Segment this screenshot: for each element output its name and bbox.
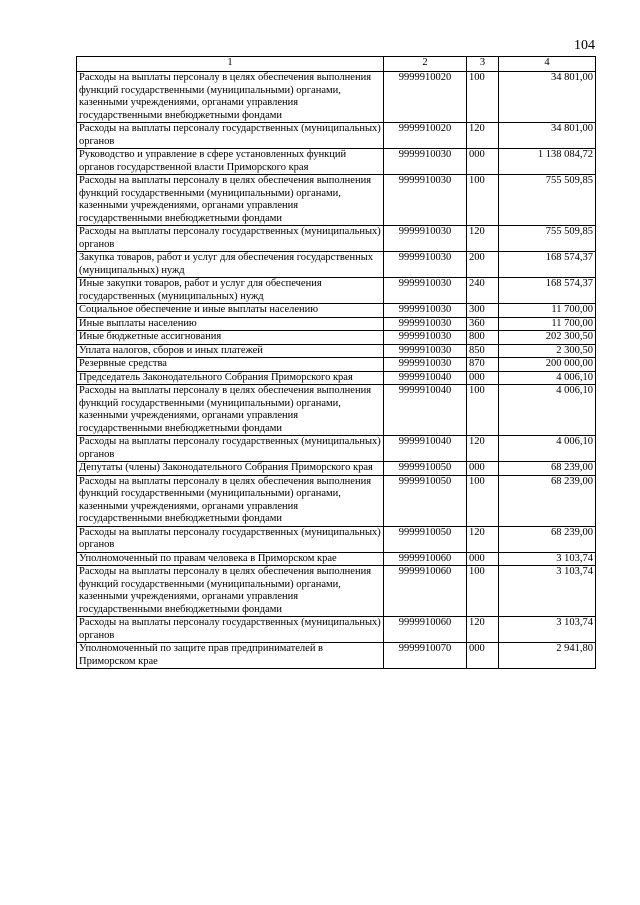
row-name-cell: Расходы на выплаты персоналу в целях обеспечения выполнения функций государственными (муниципальными) органами, казенными учреждениями, органами управления государственными внебюджетными фондами — [77, 72, 384, 123]
row-code-cell: 9999910050 — [384, 475, 467, 526]
row-amount-cell: 11 700,00 — [499, 317, 596, 331]
table-row — [77, 552, 596, 566]
table-row — [77, 643, 596, 669]
table-row — [77, 526, 596, 552]
row-name-cell: Иные бюджетные ассигнования — [77, 331, 384, 345]
column-header-1: 1 — [77, 57, 384, 72]
row-name-cell: Председатель Законодательного Собрания Приморского края — [77, 371, 384, 385]
row-name-cell: Расходы на выплаты персоналу государственных (муниципальных) органов — [77, 123, 384, 149]
row-type-cell: 100 — [467, 385, 499, 436]
row-name-cell: Иные закупки товаров, работ и услуг для обеспечения государственных (муниципальных) нужд — [77, 278, 384, 304]
row-name-cell: Руководство и управление в сфере установленных функций органов государственной власти Приморского края — [77, 149, 384, 175]
table-body — [77, 72, 596, 669]
table-row — [77, 278, 596, 304]
row-type-cell: 100 — [467, 175, 499, 226]
table-row — [77, 175, 596, 226]
table-row — [77, 371, 596, 385]
row-amount-cell: 68 239,00 — [499, 462, 596, 476]
budget-table — [76, 56, 596, 669]
row-code-cell: 9999910030 — [384, 317, 467, 331]
row-code-cell: 9999910040 — [384, 371, 467, 385]
row-name-cell: Резервные средства — [77, 358, 384, 372]
row-type-cell: 100 — [467, 566, 499, 617]
table-row — [77, 252, 596, 278]
column-header-2: 2 — [384, 57, 467, 72]
row-type-cell: 360 — [467, 317, 499, 331]
page-number: 104 — [574, 38, 595, 53]
row-code-cell: 9999910050 — [384, 526, 467, 552]
row-type-cell: 300 — [467, 304, 499, 318]
row-name-cell: Расходы на выплаты персоналу государственных (муниципальных) органов — [77, 526, 384, 552]
row-amount-cell: 68 239,00 — [499, 526, 596, 552]
table-row — [77, 149, 596, 175]
row-amount-cell: 4 006,10 — [499, 436, 596, 462]
table-row — [77, 317, 596, 331]
row-amount-cell: 168 574,37 — [499, 252, 596, 278]
row-amount-cell: 34 801,00 — [499, 123, 596, 149]
row-name-cell: Уполномоченный по правам человека в Приморском крае — [77, 552, 384, 566]
row-name-cell: Закупка товаров, работ и услуг для обеспечения государственных (муниципальных) нужд — [77, 252, 384, 278]
row-code-cell: 9999910030 — [384, 344, 467, 358]
row-code-cell: 9999910060 — [384, 617, 467, 643]
row-amount-cell: 1 138 084,72 — [499, 149, 596, 175]
row-type-cell: 000 — [467, 371, 499, 385]
row-type-cell: 240 — [467, 278, 499, 304]
row-type-cell: 120 — [467, 526, 499, 552]
row-type-cell: 120 — [467, 123, 499, 149]
table-header-row — [77, 57, 596, 72]
table-row — [77, 385, 596, 436]
row-amount-cell: 202 300,50 — [499, 331, 596, 345]
row-code-cell: 9999910030 — [384, 175, 467, 226]
row-code-cell: 9999910030 — [384, 149, 467, 175]
row-code-cell: 9999910040 — [384, 436, 467, 462]
row-type-cell: 120 — [467, 436, 499, 462]
row-type-cell: 850 — [467, 344, 499, 358]
row-type-cell: 000 — [467, 149, 499, 175]
row-name-cell: Депутаты (члены) Законодательного Собрания Приморского края — [77, 462, 384, 476]
table-row — [77, 304, 596, 318]
row-name-cell: Уплата налогов, сборов и иных платежей — [77, 344, 384, 358]
row-code-cell: 9999910020 — [384, 72, 467, 123]
row-code-cell: 9999910040 — [384, 385, 467, 436]
row-name-cell: Расходы на выплаты персоналу в целях обеспечения выполнения функций государственными (муниципальными) органами, казенными учреждениями, органами управления государственными внебюджетными фондами — [77, 385, 384, 436]
row-name-cell: Расходы на выплаты персоналу государственных (муниципальных) органов — [77, 436, 384, 462]
row-type-cell: 100 — [467, 475, 499, 526]
row-amount-cell: 34 801,00 — [499, 72, 596, 123]
row-name-cell: Иные выплаты населению — [77, 317, 384, 331]
row-code-cell: 9999910030 — [384, 304, 467, 318]
table-row — [77, 344, 596, 358]
table-row — [77, 436, 596, 462]
row-code-cell: 9999910030 — [384, 331, 467, 345]
row-amount-cell: 11 700,00 — [499, 304, 596, 318]
table-row — [77, 617, 596, 643]
row-name-cell: Расходы на выплаты персоналу в целях обеспечения выполнения функций государственными (муниципальными) органами, казенными учреждениями, органами управления государственными внебюджетными фондами — [77, 566, 384, 617]
row-amount-cell: 3 103,74 — [499, 617, 596, 643]
row-amount-cell: 4 006,10 — [499, 385, 596, 436]
row-name-cell: Расходы на выплаты персоналу государственных (муниципальных) органов — [77, 617, 384, 643]
table-row — [77, 462, 596, 476]
row-code-cell: 9999910020 — [384, 123, 467, 149]
row-name-cell: Расходы на выплаты персоналу в целях обеспечения выполнения функций государственными (муниципальными) органами, казенными учреждениями, органами управления государственными внебюджетными фондами — [77, 175, 384, 226]
column-header-4: 4 — [499, 57, 596, 72]
row-code-cell: 9999910060 — [384, 566, 467, 617]
row-amount-cell: 755 509,85 — [499, 175, 596, 226]
row-name-cell: Расходы на выплаты персоналу в целях обеспечения выполнения функций государственными (муниципальными) органами, казенными учреждениями, органами управления государственными внебюджетными фондами — [77, 475, 384, 526]
table-row — [77, 226, 596, 252]
row-amount-cell: 168 574,37 — [499, 278, 596, 304]
row-type-cell: 200 — [467, 252, 499, 278]
row-name-cell: Расходы на выплаты персоналу государственных (муниципальных) органов — [77, 226, 384, 252]
row-code-cell: 9999910050 — [384, 462, 467, 476]
row-name-cell: Социальное обеспечение и иные выплаты населению — [77, 304, 384, 318]
row-code-cell: 9999910070 — [384, 643, 467, 669]
table-row — [77, 566, 596, 617]
row-amount-cell: 755 509,85 — [499, 226, 596, 252]
row-type-cell: 870 — [467, 358, 499, 372]
table-row — [77, 475, 596, 526]
table-row — [77, 72, 596, 123]
row-amount-cell: 68 239,00 — [499, 475, 596, 526]
row-code-cell: 9999910030 — [384, 358, 467, 372]
row-type-cell: 000 — [467, 643, 499, 669]
table-row — [77, 123, 596, 149]
row-amount-cell: 2 300,50 — [499, 344, 596, 358]
row-type-cell: 120 — [467, 617, 499, 643]
column-header-3: 3 — [467, 57, 499, 72]
row-amount-cell: 3 103,74 — [499, 552, 596, 566]
row-code-cell: 9999910030 — [384, 252, 467, 278]
row-code-cell: 9999910030 — [384, 226, 467, 252]
row-type-cell: 000 — [467, 552, 499, 566]
row-amount-cell: 2 941,80 — [499, 643, 596, 669]
row-type-cell: 120 — [467, 226, 499, 252]
row-type-cell: 000 — [467, 462, 499, 476]
row-code-cell: 9999910030 — [384, 278, 467, 304]
table-row — [77, 331, 596, 345]
row-code-cell: 9999910060 — [384, 552, 467, 566]
row-amount-cell: 3 103,74 — [499, 566, 596, 617]
row-type-cell: 800 — [467, 331, 499, 345]
row-name-cell: Уполномоченный по защите прав предпринимателей в Приморском крае — [77, 643, 384, 669]
row-type-cell: 100 — [467, 72, 499, 123]
row-amount-cell: 200 000,00 — [499, 358, 596, 372]
row-amount-cell: 4 006,10 — [499, 371, 596, 385]
table-row — [77, 358, 596, 372]
